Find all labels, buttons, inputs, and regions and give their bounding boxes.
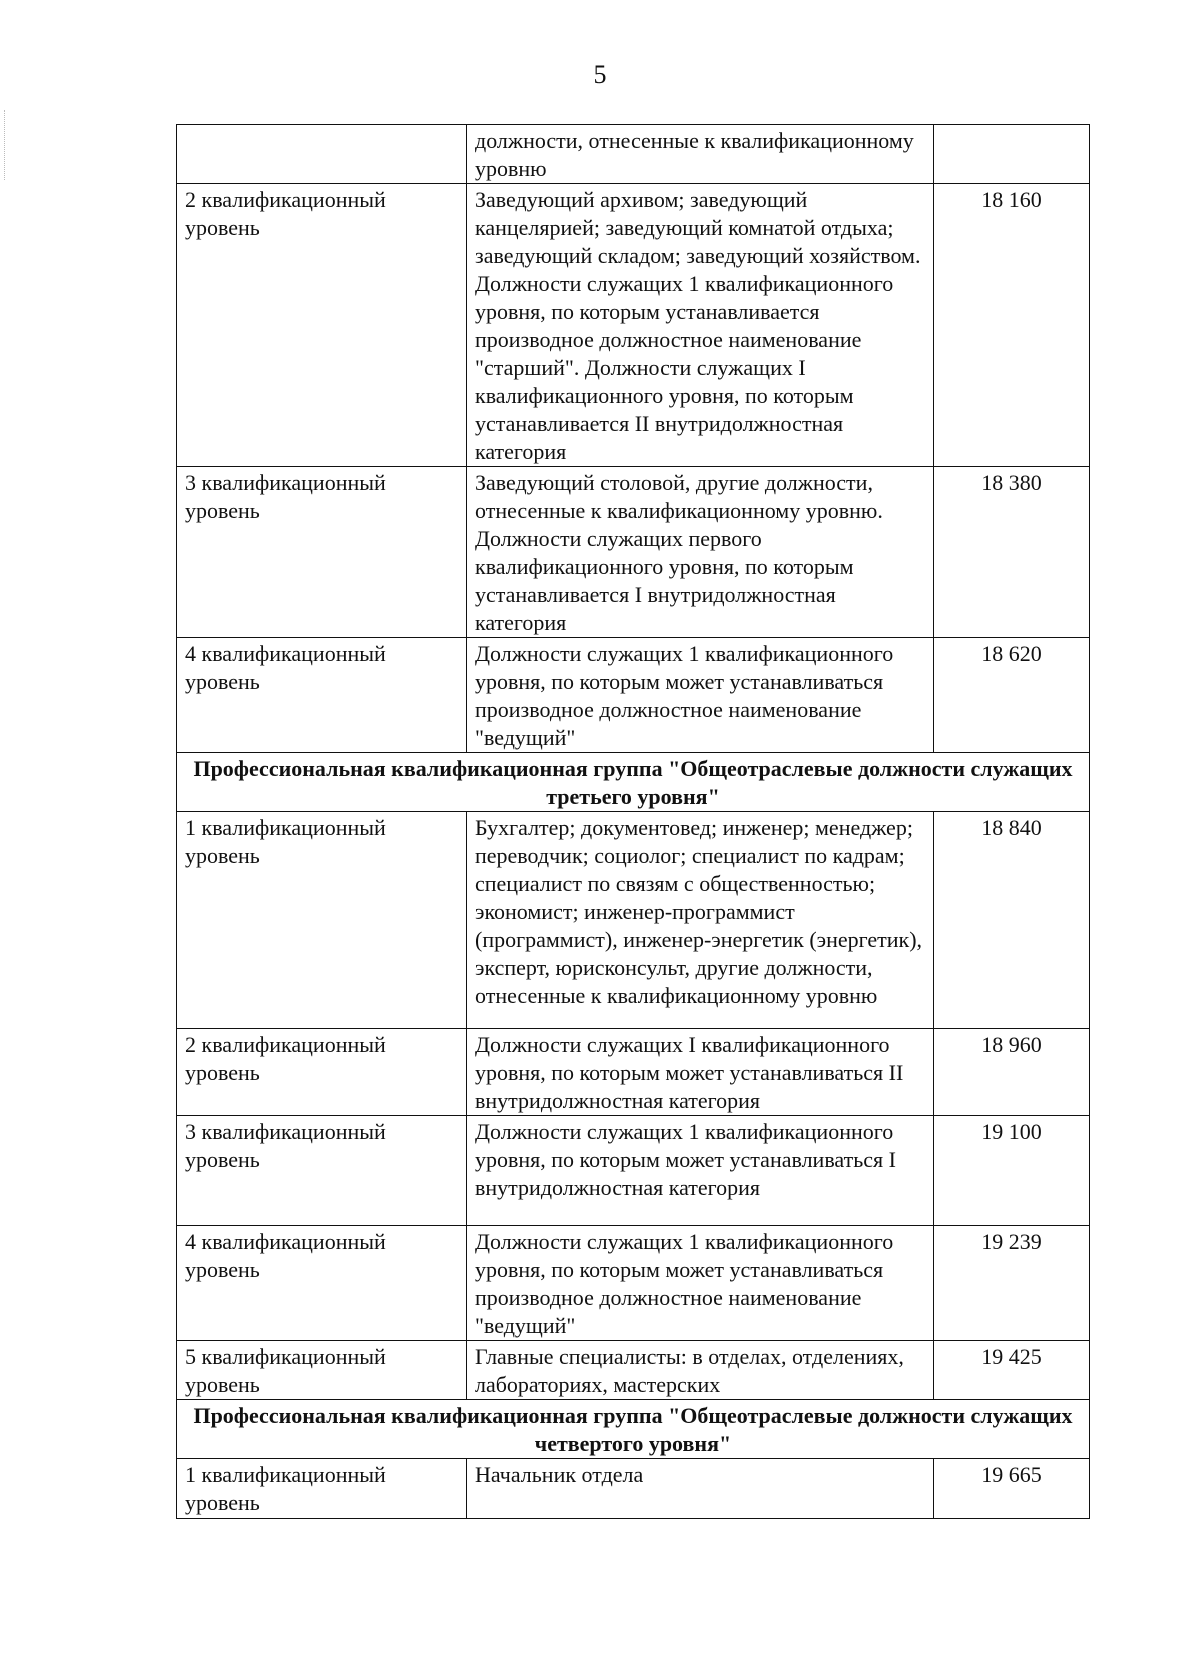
table-row	[177, 1459, 1090, 1519]
positions-cell: Бухгалтер; документовед; инженер; менеджер; переводчик; социолог; специалист по кадрам; специалист по связям с общественностью; экономист; инженер-программист (программист), инженер-энергетик (энергетик), эксперт, юрисконсульт, другие должности, отнесенные к квалификационному уровню	[467, 812, 934, 1029]
table-row	[177, 812, 1090, 1029]
level-cell: 3 квалификационный уровень	[177, 1116, 467, 1226]
page-number: 5	[593, 60, 607, 89]
scan-margin-marks	[4, 110, 11, 180]
level-cell: 3 квалификационный уровень	[177, 467, 467, 638]
salary-cell: 19 239	[934, 1226, 1090, 1341]
table-row	[177, 184, 1090, 467]
level-cell: 1 квалификационный уровень	[177, 812, 467, 1029]
table-row	[177, 1341, 1090, 1400]
level-cell: 2 квалификационный уровень	[177, 1029, 467, 1116]
salary-cell: 18 960	[934, 1029, 1090, 1116]
level-cell: 5 квалификационный уровень	[177, 1341, 467, 1400]
group-header-row	[177, 1400, 1090, 1459]
salary-cell: 18 160	[934, 184, 1090, 467]
table-row	[177, 638, 1090, 753]
level-cell: 1 квалификационный уровень	[177, 1459, 467, 1519]
positions-cell: должности, отнесенные к квалификационному уровню	[467, 125, 934, 184]
table-row	[177, 125, 1090, 184]
positions-cell: Должности служащих 1 квалификационного уровня, по которым может устанавливаться производное должностное наименование "ведущий"	[467, 1226, 934, 1341]
salary-cell	[934, 125, 1090, 184]
positions-cell: Должности служащих 1 квалификационного уровня, по которым может устанавливаться I внутридолжностная категория	[467, 1116, 934, 1226]
table-row	[177, 1226, 1090, 1341]
level-cell	[177, 125, 467, 184]
table-row	[177, 1116, 1090, 1226]
positions-cell: Начальник отдела	[467, 1459, 934, 1519]
salary-cell: 19 100	[934, 1116, 1090, 1226]
qualification-salary-table	[176, 124, 1090, 1519]
salary-cell: 18 620	[934, 638, 1090, 753]
salary-cell: 18 840	[934, 812, 1090, 1029]
table-row	[177, 1029, 1090, 1116]
level-cell: 2 квалификационный уровень	[177, 184, 467, 467]
level-cell: 4 квалификационный уровень	[177, 638, 467, 753]
positions-cell: Заведующий столовой, другие должности, отнесенные к квалификационному уровню. Должности служащих первого квалификационного уровня, по которым устанавливается I внутридолжностная категория	[467, 467, 934, 638]
positions-cell: Должности служащих I квалификационного уровня, по которым может устанавливаться II внутридолжностная категория	[467, 1029, 934, 1116]
salary-cell: 19 425	[934, 1341, 1090, 1400]
positions-cell: Должности служащих 1 квалификационного уровня, по которым может устанавливаться производное должностное наименование "ведущий"	[467, 638, 934, 753]
group-header-row	[177, 753, 1090, 812]
level-cell: 4 квалификационный уровень	[177, 1226, 467, 1341]
positions-cell: Главные специалисты: в отделах, отделениях, лабораториях, мастерских	[467, 1341, 934, 1400]
table-row	[177, 467, 1090, 638]
salary-cell: 19 665	[934, 1459, 1090, 1519]
positions-cell: Заведующий архивом; заведующий канцелярией; заведующий комнатой отдыха; заведующий складом; заведующий хозяйством. Должности служащих 1 квалификационного уровня, по которым устанавливается производное должностное наименование "старший". Должности служащих I квалификационного уровня, по которым устанавливается II внутридолжностная категория	[467, 184, 934, 467]
group-header: Профессиональная квалификационная группа "Общеотраслевые должности служащих четвертого уровня"	[177, 1400, 1090, 1459]
salary-cell: 18 380	[934, 467, 1090, 638]
group-header: Профессиональная квалификационная группа "Общеотраслевые должности служащих третьего уровня"	[177, 753, 1090, 812]
